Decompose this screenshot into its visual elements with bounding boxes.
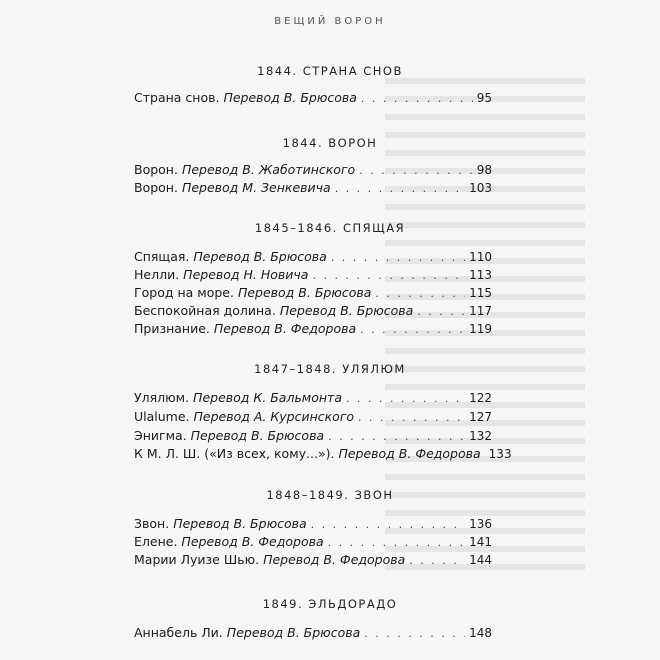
toc-entry[interactable]	[134, 427, 492, 445]
toc-entry[interactable]	[134, 445, 512, 463]
entry-translator: Перевод В. Федорова	[338, 446, 481, 461]
dot-leader	[335, 180, 465, 198]
entry-title: Ulalume.	[134, 409, 190, 424]
dot-leader	[360, 321, 465, 339]
dot-leader	[364, 625, 465, 643]
entry-translator: Перевод В. Жаботинского	[181, 162, 356, 177]
entry-translator: Перевод В. Брюсова	[223, 90, 357, 105]
dot-leader	[328, 534, 465, 552]
dot-leader	[346, 390, 465, 408]
page-number: 103	[469, 181, 492, 195]
entry-title: Город на море.	[134, 285, 234, 300]
dot-leader	[311, 516, 465, 534]
entry-translator: Перевод В. Федорова	[181, 534, 324, 549]
entry-translator: Перевод А. Курсинского	[193, 409, 355, 424]
page-number: 95	[476, 91, 492, 105]
page-number: 133	[488, 447, 512, 461]
entry-title: К М. Л. Ш. («Из всех, кому...»).	[134, 446, 335, 461]
entry-translator: Перевод В. Брюсова	[237, 285, 372, 300]
entry-title: Елене.	[134, 534, 178, 549]
entry-title: Энигма.	[134, 428, 187, 443]
toc-entry[interactable]	[134, 320, 492, 338]
entry-translator: Перевод В. Брюсова	[226, 625, 361, 640]
page-number: 113	[469, 268, 492, 282]
page-number: 148	[469, 626, 492, 640]
dot-leader	[375, 285, 465, 303]
section-title: 1844. ВОРОН	[282, 136, 378, 150]
page-number: 122	[469, 391, 492, 405]
entry-translator: Перевод В. Брюсова	[279, 303, 414, 318]
page-number: 98	[476, 163, 492, 177]
entry-translator: Перевод М. Зенкевича	[181, 180, 331, 195]
page-number: 136	[469, 517, 492, 531]
entry-translator: Перевод К. Бальмонта	[193, 390, 342, 405]
section-title: 1845–1846. СПЯЩАЯ	[254, 221, 406, 235]
page-number: 141	[469, 535, 492, 549]
dot-leader	[312, 267, 465, 285]
toc-entry[interactable]	[134, 248, 492, 266]
toc-entry[interactable]	[134, 179, 492, 197]
toc-entry[interactable]	[134, 266, 492, 284]
entry-title: Признание.	[134, 321, 210, 336]
entry-translator: Перевод В. Федорова	[263, 552, 406, 567]
dot-leader	[358, 409, 465, 427]
section-title: 1847–1848. УЛЯЛЮМ	[254, 362, 406, 376]
entry-title: Страна снов.	[134, 90, 220, 105]
entry-translator: Перевод В. Брюсова	[193, 249, 327, 264]
dot-leader	[417, 303, 465, 321]
dot-leader	[359, 162, 473, 180]
dot-leader	[361, 90, 473, 108]
section-title: 1844. СТРАНА СНОВ	[257, 64, 403, 78]
entry-translator: Перевод В. Брюсова	[173, 516, 307, 531]
entry-title: Беспокойная долина.	[134, 303, 276, 318]
toc-entry[interactable]	[134, 89, 492, 107]
entry-title: Звон.	[134, 516, 170, 531]
toc-entry[interactable]	[134, 624, 492, 642]
section-title: 1849. ЭЛЬДОРАДО	[262, 597, 398, 611]
entry-translator: Перевод В. Федорова	[213, 321, 357, 336]
entry-title: Марии Луизе Шью.	[134, 552, 260, 567]
entry-title: Нелли.	[134, 267, 180, 282]
entry-title: Аннабель Ли.	[134, 625, 223, 640]
page-number: 115	[469, 286, 492, 300]
entry-title: Улялюм.	[134, 390, 190, 405]
toc-entry[interactable]	[134, 161, 492, 179]
page-number: 119	[469, 322, 492, 336]
dot-leader	[331, 249, 465, 267]
toc-entry[interactable]	[134, 515, 492, 533]
entry-translator: Перевод В. Брюсова	[190, 428, 325, 443]
toc-entry[interactable]	[134, 284, 492, 302]
entry-title: Ворон.	[134, 180, 178, 195]
page-number: 132	[469, 429, 492, 443]
section-title: 1848–1849. ЗВОН	[266, 488, 394, 502]
running-head: ВЕЩИЙ ВОРОН	[274, 16, 386, 27]
toc-entry[interactable]	[134, 408, 492, 426]
toc-entry[interactable]	[134, 533, 492, 551]
entry-title: Спящая.	[134, 249, 190, 264]
entry-translator: Перевод Н. Новича	[183, 267, 309, 282]
page-number: 117	[469, 304, 492, 318]
dot-leader	[328, 428, 465, 446]
toc-entry[interactable]	[134, 389, 492, 407]
page-number: 144	[469, 553, 492, 567]
page-number: 110	[469, 250, 492, 264]
dot-leader	[409, 552, 465, 570]
toc-entry[interactable]	[134, 302, 492, 320]
toc-entry[interactable]	[134, 551, 492, 569]
page-number: 127	[469, 410, 492, 424]
entry-title: Ворон.	[134, 162, 178, 177]
